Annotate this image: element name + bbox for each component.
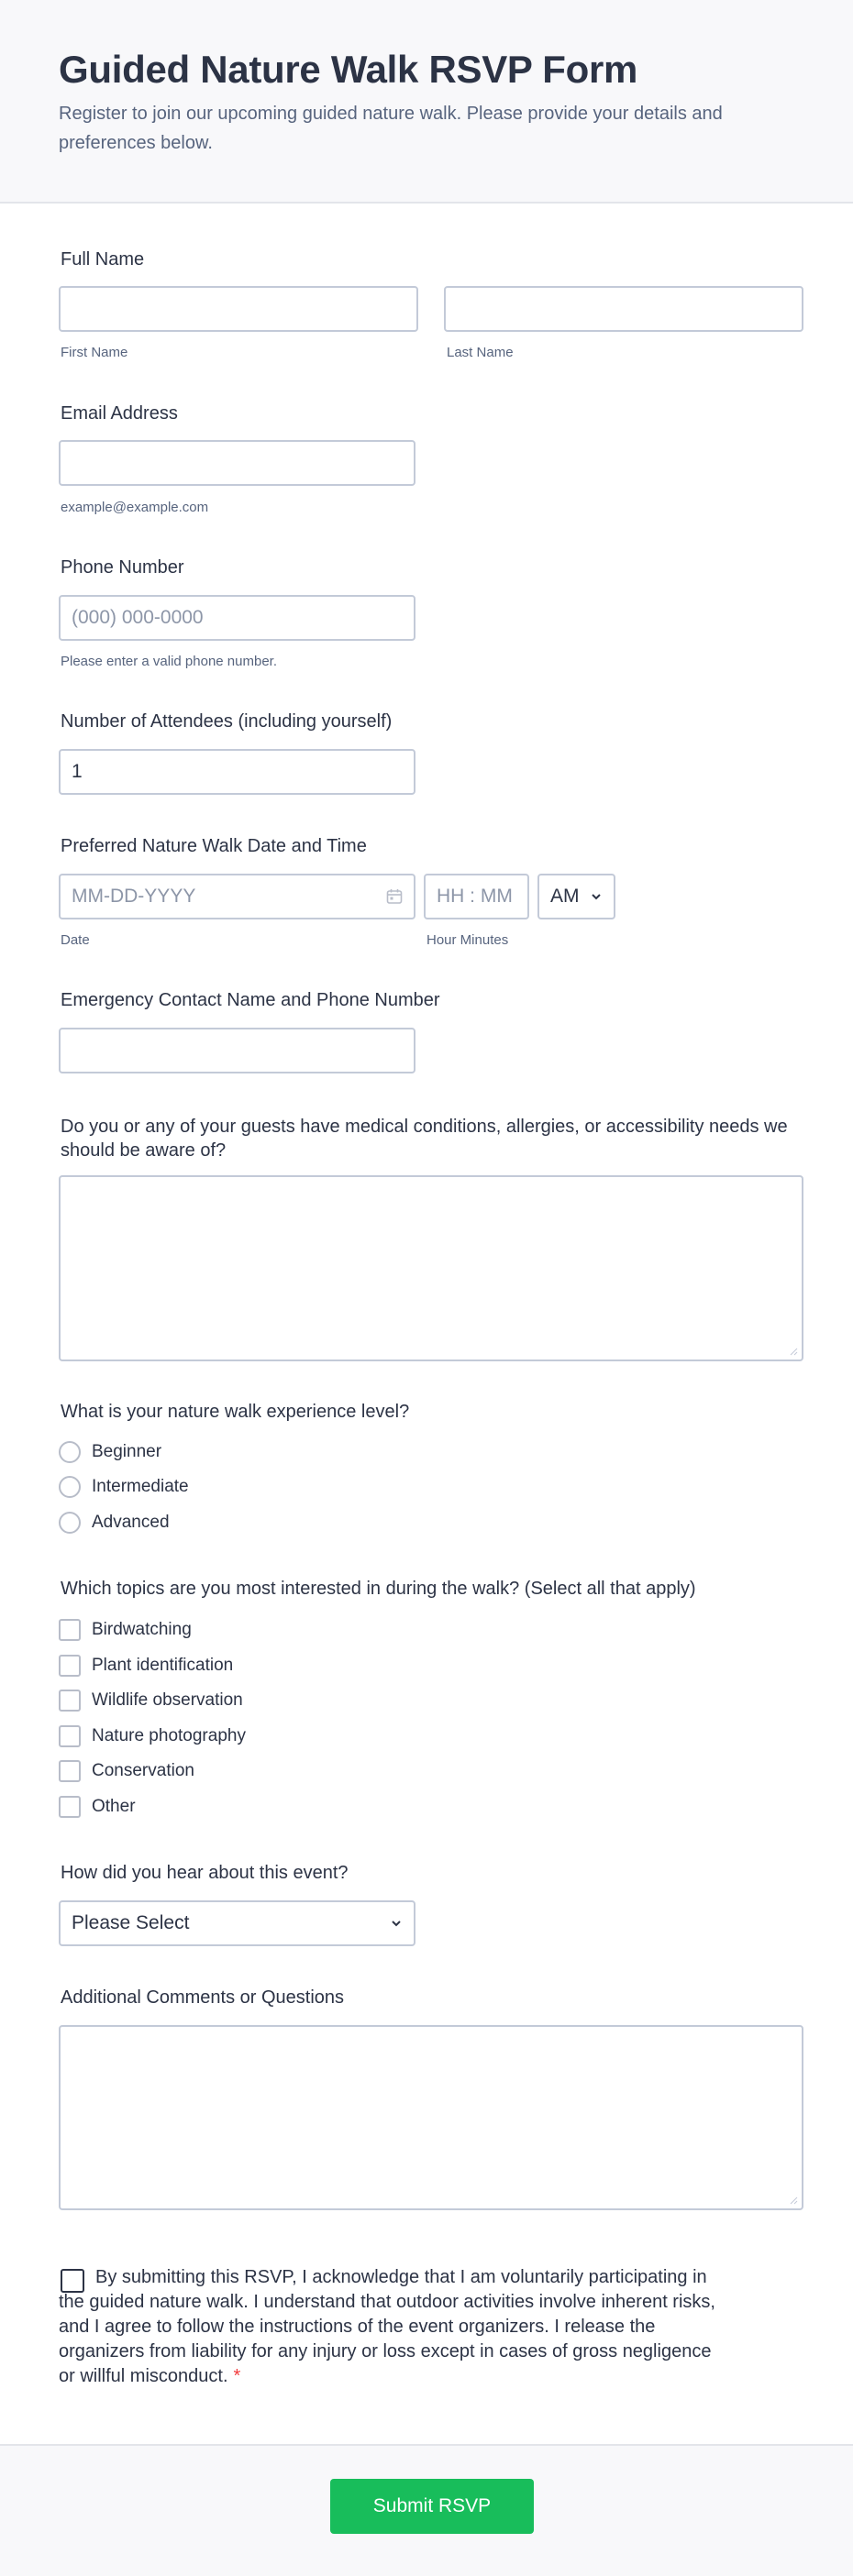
checkbox-option-birdwatching[interactable] (59, 1618, 192, 1642)
comments-label: Additional Comments or Questions (61, 1987, 345, 2008)
page-title: Guided Nature Walk RSVP Form (59, 48, 638, 91)
attendees-label: Number of Attendees (including yourself) (61, 711, 393, 732)
chevron-down-icon (590, 890, 603, 903)
phone-label: Phone Number (61, 557, 184, 578)
first-name-sublabel: First Name (61, 345, 128, 360)
experience-label: What is your nature walk experience level? (61, 1402, 410, 1422)
submit-button[interactable]: Submit RSVP (330, 2479, 534, 2534)
radio-button[interactable] (59, 1512, 81, 1534)
form-footer (0, 2444, 853, 2576)
checkbox-label: Wildlife observation (92, 1690, 243, 1710)
ampm-select[interactable] (537, 874, 615, 919)
radio-button[interactable] (59, 1441, 81, 1463)
chevron-down-icon (390, 1917, 403, 1930)
radio-option-beginner[interactable] (59, 1440, 161, 1464)
last-name-input[interactable] (444, 286, 803, 332)
radio-option-intermediate[interactable] (59, 1475, 189, 1499)
comments-textarea[interactable] (59, 2025, 803, 2210)
page-subtitle: Register to join our upcoming guided nature walk. Please provide your details and preferences below. (59, 104, 723, 153)
phone-placeholder: (000) 000-0000 (72, 607, 204, 628)
checkbox-option-conservation[interactable] (59, 1759, 194, 1783)
checkbox[interactable] (59, 1655, 81, 1677)
checkbox[interactable] (59, 1760, 81, 1782)
medical-label: Do you or any of your guests have medical conditions, allergies, or accessibility needs we should be aware of? (61, 1117, 788, 1161)
checkbox[interactable] (59, 1796, 81, 1818)
checkbox[interactable] (59, 1619, 81, 1641)
resize-grip-icon[interactable] (789, 1347, 798, 1356)
referral-select[interactable] (59, 1900, 415, 1946)
checkbox-option-nature-photography[interactable] (59, 1724, 246, 1748)
last-name-sublabel: Last Name (447, 345, 514, 360)
attendees-value: 1 (72, 761, 83, 782)
time-placeholder: HH : MM (437, 886, 513, 907)
resize-grip-icon[interactable] (789, 2196, 798, 2205)
checkbox-label: Plant identification (92, 1656, 234, 1675)
radio-option-advanced[interactable] (59, 1511, 170, 1535)
radio-button[interactable] (59, 1476, 81, 1498)
datetime-label: Preferred Nature Walk Date and Time (61, 836, 367, 856)
required-asterisk: * (233, 2366, 241, 2386)
checkbox-option-other[interactable] (59, 1795, 136, 1819)
emergency-input[interactable] (59, 1028, 415, 1073)
radio-label: Intermediate (92, 1477, 189, 1496)
checkbox[interactable] (59, 1690, 81, 1712)
consent-text: By submitting this RSVP, I acknowledge that I am voluntarily participating in the guided nature walk. I understand that outdoor activities involve inherent risks, and I agree to follow the instructions of the event organizers. I release the organizers from liability for any injury or loss except in cases of gross negligence or willful misconduct. (59, 2267, 715, 2386)
email-label: Email Address (61, 403, 178, 424)
checkbox-label: Nature photography (92, 1726, 246, 1745)
date-sublabel: Date (61, 932, 90, 948)
consent-text-block (59, 2265, 728, 2389)
medical-textarea[interactable] (59, 1175, 803, 1361)
full-name-label: Full Name (61, 249, 145, 270)
attendees-input[interactable] (59, 749, 415, 795)
date-input[interactable] (59, 874, 415, 919)
calendar-icon[interactable] (386, 888, 403, 905)
radio-label: Advanced (92, 1513, 170, 1532)
form-header (0, 0, 853, 204)
checkbox-label: Conservation (92, 1761, 194, 1780)
referral-label: How did you hear about this event? (61, 1863, 349, 1883)
referral-value: Please Select (72, 1912, 190, 1933)
email-sublabel: example@example.com (61, 500, 209, 515)
checkbox[interactable] (59, 1725, 81, 1747)
checkbox-label: Birdwatching (92, 1620, 192, 1639)
email-input[interactable] (59, 440, 415, 486)
checkbox-option-wildlife-observation[interactable] (59, 1689, 243, 1712)
emergency-label: Emergency Contact Name and Phone Number (61, 990, 440, 1010)
topics-label: Which topics are you most interested in during the walk? (Select all that apply) (61, 1579, 696, 1599)
checkbox-label: Other (92, 1797, 136, 1816)
date-placeholder: MM-DD-YYYY (72, 886, 196, 907)
phone-input[interactable] (59, 595, 415, 641)
phone-sublabel: Please enter a valid phone number. (61, 654, 277, 669)
ampm-value: AM (550, 886, 580, 907)
checkbox-option-plant-identification[interactable] (59, 1654, 233, 1678)
time-input[interactable] (424, 874, 529, 919)
radio-label: Beginner (92, 1442, 162, 1461)
time-sublabel: Hour Minutes (426, 932, 509, 948)
first-name-input[interactable] (59, 286, 418, 332)
